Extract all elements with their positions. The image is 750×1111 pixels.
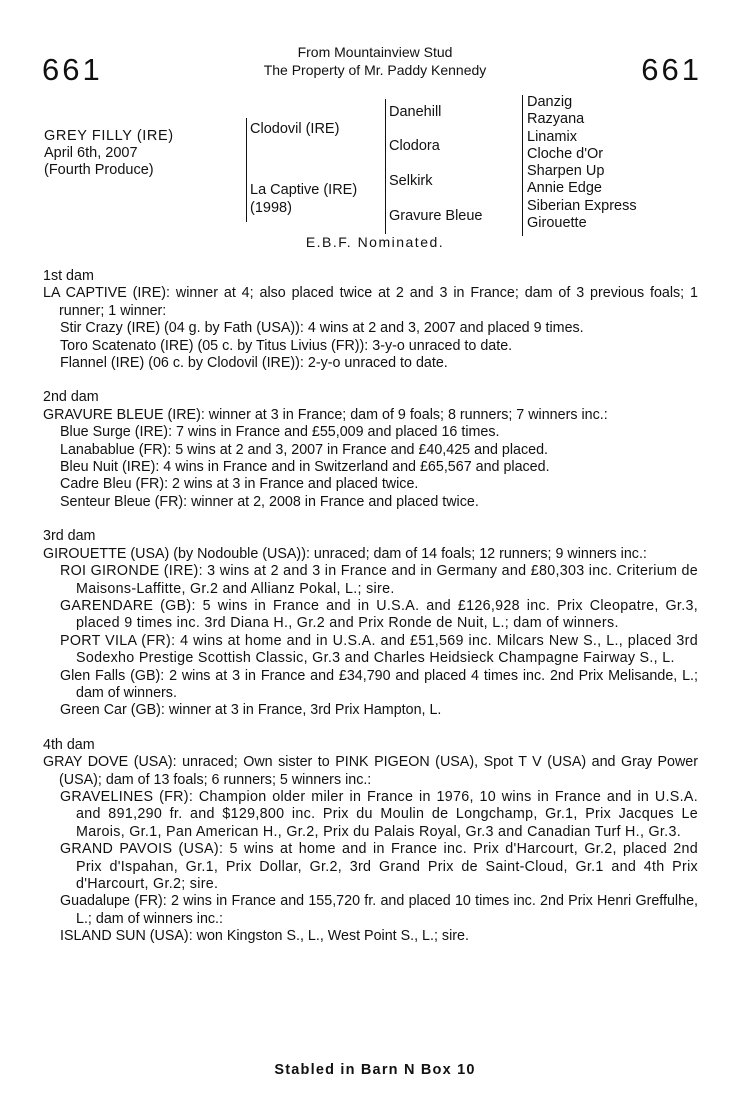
catalogue-body bbox=[43, 268, 698, 963]
stabling-info: Stabled in Barn N Box 10 bbox=[274, 1062, 476, 1078]
pedigree-bracket-3 bbox=[522, 95, 523, 236]
pedigree-sire: Clodovil (IRE) bbox=[250, 121, 340, 137]
second-dam-entry: Lanabablue (FR): 5 wins at 2 and 3, 2007 in France and £40,425 and placed. bbox=[60, 441, 549, 458]
second-dam-entry: Senteur Bleue (FR): winner at 2, 2008 in France and placed twice. bbox=[60, 493, 479, 510]
fourth-dam-entry: Guadalupe (FR): 2 wins in France and 155,720 fr. and placed 10 times inc. 2nd Prix Henri Greffulhe, L.; dam of winners inc.: bbox=[60, 893, 698, 927]
fourth-dam-section bbox=[43, 737, 698, 946]
third-dam-entry: PORT VILA (FR): 4 wins at home and in U.S.A. and £51,569 inc. Milcars New S., L., placed 3rd Sodexho Prestige Scottish Classic, Gr.3 and Charles Heidsieck Champagne Fairway S., L. bbox=[60, 632, 698, 667]
pedigree-dam-sire: Selkirk bbox=[389, 173, 433, 189]
third-dam-heading: 3rd dam bbox=[43, 528, 96, 545]
pedigree-dam-year: (1998) bbox=[250, 200, 292, 216]
fourth-dam-heading: 4th dam bbox=[43, 736, 95, 753]
third-dam-entry: ROI GIRONDE (IRE): 3 wins at 2 and 3 in France and in Germany and £80,303 inc. Criterium de Maisons-Laffitte, Gr.2 and Allianz Pokal, L.; sire. bbox=[60, 563, 698, 597]
fourth-dam-summary: GRAY DOVE (USA): unraced; Own sister to PINK PIGEON (USA), Spot T V (USA) and Gray Power (USA); dam of 13 foals; 6 runners; 5 winners inc.: bbox=[43, 754, 698, 788]
third-dam-entry: Glen Falls (GB): 2 wins at 3 in France and £34,790 and placed 4 times inc. 2nd Prix Melisande, L.; dam of winners. bbox=[60, 667, 698, 701]
pedigree-sire-sire: Danehill bbox=[389, 104, 442, 120]
fourth-dam-entry: GRAND PAVOIS (USA): 5 wins at home and in France inc. Prix d'Harcourt, Gr.2, placed 2nd Prix d'Ispahan, Gr.1, Prix Dollar, Gr.2, 3rd Grand Prix de Saint-Cloud, Gr.1 and 4th Prix d'Harcourt, Gr.2; sire. bbox=[60, 841, 698, 892]
horse-info bbox=[44, 128, 174, 179]
pedigree-gen3-5: Sharpen Up bbox=[527, 163, 605, 180]
third-dam-entry: GARENDARE (GB): 5 wins in France and in U.S.A. and £126,928 inc. Prix Cleopatre, Gr.3, placed 9 times inc. 3rd Diana H., Gr.2 and Prix Ronde de Nuit, L.; dam of winners. bbox=[60, 597, 698, 632]
horse-name: GREY FILLY (IRE) bbox=[44, 128, 174, 144]
fourth-dam-entry: GRAVELINES (FR): Champion older miler in France in 1976, 10 wins in France and in U.S.A. and 891,290 fr. and $129,800 inc. Prix du Moulin de Longchamp, Gr.1, Prix Jacques Le Marois, Gr.1, Pan American H., Gr.2, Prix du Palais Royal, Gr.3 and Canadian Turf H., Gr.3. bbox=[60, 788, 698, 840]
first-dam-entry: Flannel (IRE) (06 c. by Clodovil (IRE)): 2-y-o unraced to date. bbox=[60, 355, 448, 372]
second-dam-summary: GRAVURE BLEUE (IRE): winner at 3 in France; dam of 9 foals; 8 runners; 7 winners inc.: bbox=[43, 406, 608, 423]
pedigree-gen3-7: Siberian Express bbox=[527, 197, 637, 214]
pedigree-gen3-6: Annie Edge bbox=[527, 180, 602, 197]
produce-note: (Fourth Produce) bbox=[44, 162, 154, 178]
lot-number-right: 661 bbox=[641, 52, 702, 87]
third-dam-section bbox=[43, 528, 698, 719]
pedigree-dam: La Captive (IRE) bbox=[250, 182, 358, 198]
third-dam-summary: GIROUETTE (USA) (by Nodouble (USA)): unraced; dam of 14 foals; 12 runners; 9 winners inc.: bbox=[43, 545, 647, 562]
first-dam-summary: LA CAPTIVE (IRE): winner at 4; also placed twice at 2 and 3 in France; dam of 3 previous foals; 1 runner; 1 winner: bbox=[43, 285, 698, 319]
second-dam-entry: Cadre Bleu (FR): 2 wins at 3 in France and placed twice. bbox=[60, 476, 419, 493]
first-dam-entry: Stir Crazy (IRE) (04 g. by Fath (USA)): 4 wins at 2 and 3, 2007 and placed 9 times. bbox=[60, 320, 584, 337]
pedigree-gen3-4: Cloche d'Or bbox=[527, 145, 604, 162]
pedigree-gen3-8: Girouette bbox=[527, 215, 587, 232]
pedigree-gen3-1: Danzig bbox=[527, 94, 573, 110]
second-dam-entry: Blue Surge (IRE): 7 wins in France and £55,009 and placed 16 times. bbox=[60, 424, 500, 441]
second-dam-heading: 2nd dam bbox=[43, 389, 99, 406]
pedigree-third-generation bbox=[527, 94, 637, 232]
first-dam-section bbox=[43, 268, 698, 372]
lot-number-left: 661 bbox=[42, 52, 103, 87]
pedigree-gen3-2: Razyana bbox=[527, 111, 585, 128]
first-dam-heading: 1st dam bbox=[43, 268, 94, 284]
vendor-line-2: The Property of Mr. Paddy Kennedy bbox=[263, 62, 487, 78]
foaling-date: April 6th, 2007 bbox=[44, 145, 138, 161]
fourth-dam-sub-entry: ISLAND SUN (USA): won Kingston S., L., West Point S., L.; sire. bbox=[60, 928, 469, 945]
first-dam-entry: Toro Scatenato (IRE) (05 c. by Titus Livius (FR)): 3-y-o unraced to date. bbox=[60, 337, 513, 354]
ebf-nomination: E.B.F. Nominated. bbox=[305, 234, 445, 250]
vendor-line-1: From Mountainview Stud bbox=[297, 44, 453, 60]
pedigree-bracket-2 bbox=[385, 99, 386, 234]
second-dam-section bbox=[43, 389, 698, 511]
third-dam-entry: Green Car (GB): winner at 3 in France, 3rd Prix Hampton, L. bbox=[60, 702, 442, 719]
pedigree-gen3-3: Linamix bbox=[527, 128, 577, 145]
second-dam-entry: Bleu Nuit (IRE): 4 wins in France and in Switzerland and £65,567 and placed. bbox=[60, 459, 550, 476]
pedigree-sire-dam: Clodora bbox=[389, 138, 440, 154]
pedigree-bracket-1 bbox=[246, 118, 247, 222]
pedigree-dam-dam: Gravure Bleue bbox=[389, 208, 483, 224]
